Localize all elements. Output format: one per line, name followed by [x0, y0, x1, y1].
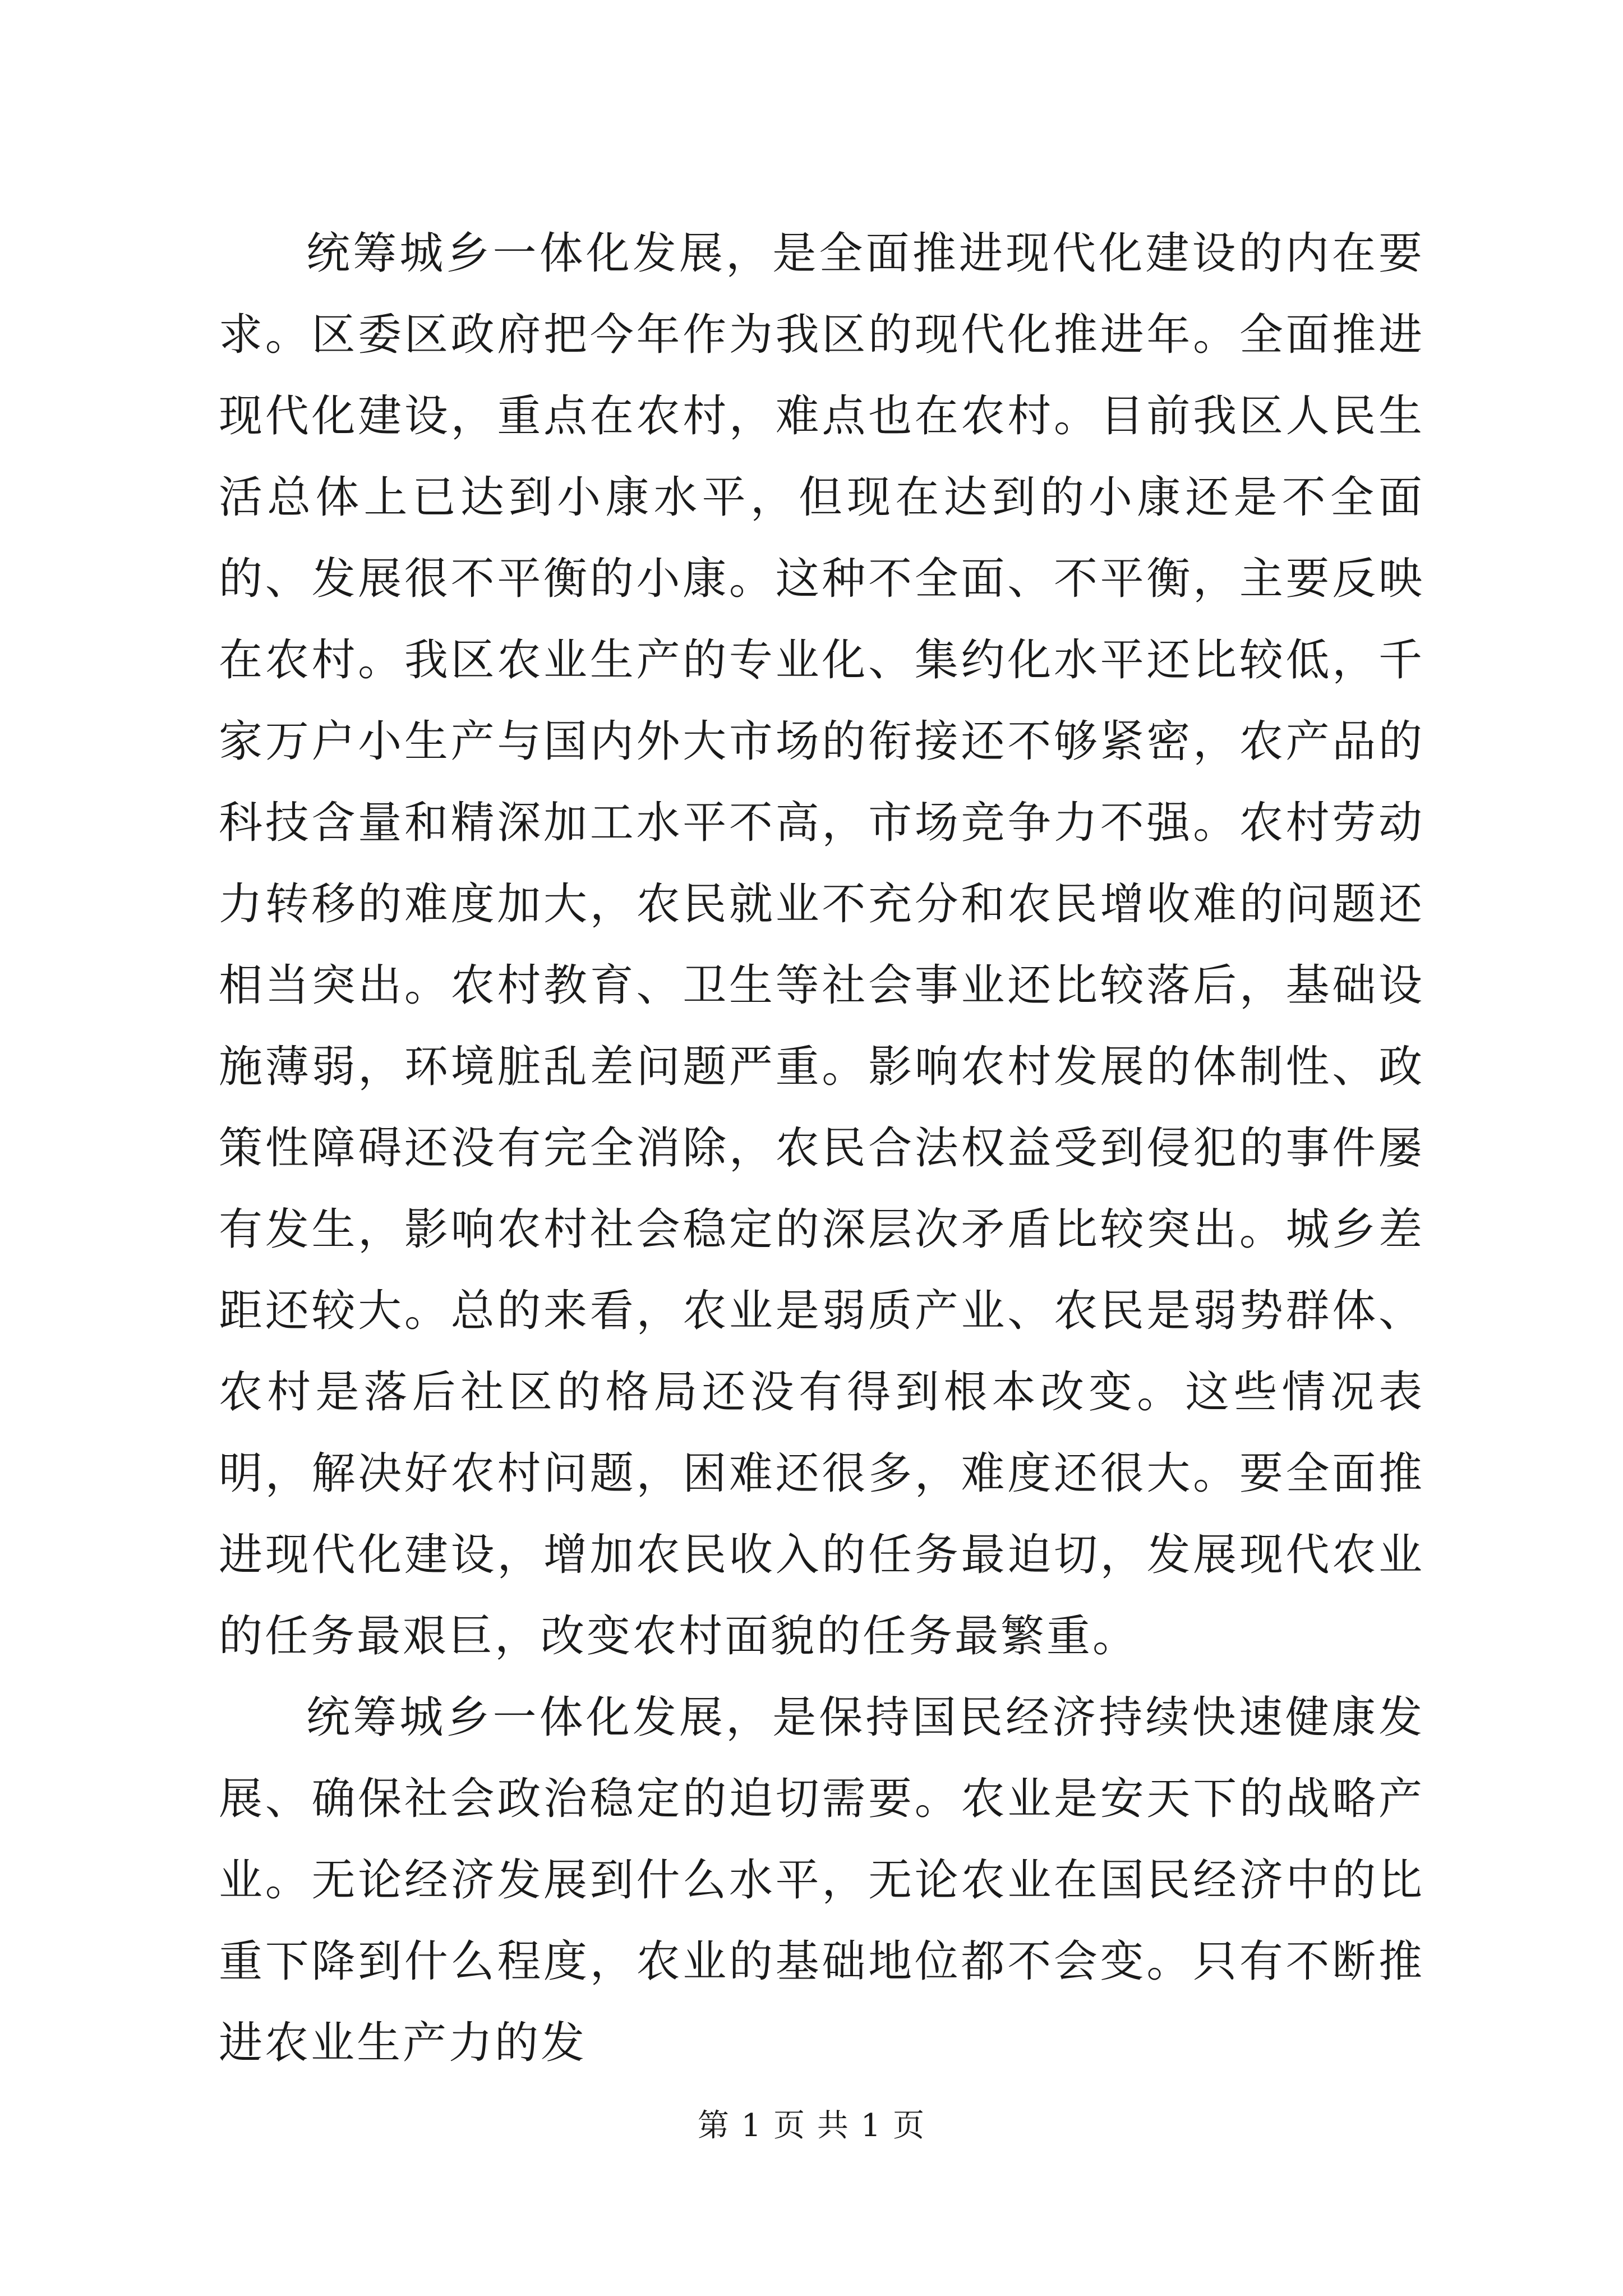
paragraph-1: 统筹城乡一体化发展，是全面推进现代化建设的内在要求。区委区政府把今年作为我区的现代化推进年。全面推进现代化建设，重点在农村，难点也在农村。目前我区人民生活总体上已达到小康水平，但现在达到的小康还是不全面的、发展很不平衡的小康。这种不全面、不平衡，主要反映在农村。我区农业生产的专业化、集约化水平还比较低，千家万户小生产与国内外大市场的衔接还不够紧密，农产品的科技含量和精深加工水平不高，市场竞争力不强。农村劳动力转移的难度加大，农民就业不充分和农民增收难的问题还相当突出。农村教育、卫生等社会事业还比较落后，基础设施薄弱，环境脏乱差问题严重。影响农村发展的体制性、政策性障碍还没有完全消除，农民合法权益受到侵犯的事件屡有发生，影响农村社会稳定的深层次矛盾比较突出。城乡差距还较大。总的来看，农业是弱质产业、农民是弱势群体、农村是落后社区的格局还没有得到根本改变。这些情况表明，解决好农村问题，困难还很多，难度还很大。要全面推进现代化建设，增加农民收入的任务最迫切，发展现代农业的任务最艰巨，改变农村面貌的任务最繁重。: [219, 228, 1424, 1662]
paragraph-2: 统筹城乡一体化发展，是保持国民经济持续快速健康发展、确保社会政治稳定的迫切需要。农业是安天下的战略产业。无论经济发展到什么水平，无论农业在国民经济中的比重下降到什么程度，农业的基础地位都不会变。只有不断推进农业生产力的发: [219, 1692, 1424, 2068]
document-body: [219, 213, 1424, 2084]
page-footer: 第 1 页 共 1 页: [697, 2108, 926, 2144]
